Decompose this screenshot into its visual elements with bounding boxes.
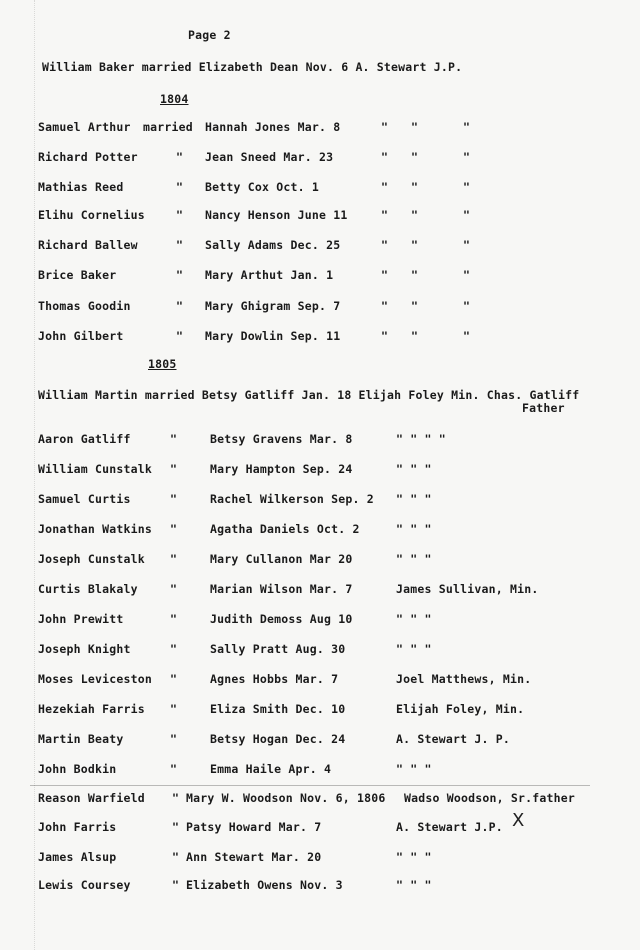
entry-spouse: Mary W. Woodson Nov. 6, 1806: [186, 791, 386, 805]
ditto-mark: ": [381, 208, 389, 222]
entry-name: Samuel Arthur: [38, 120, 131, 134]
entry-spouse: Sally Adams Dec. 25: [205, 238, 341, 252]
entry-spouse: Agatha Daniels Oct. 2: [210, 522, 360, 536]
entry-martin: William Martin married Betsy Gatliff Jan. 18 Elijah Foley Min. Chas. Gatliff: [38, 388, 580, 402]
entry-spouse: Mary Hampton Sep. 24: [210, 462, 353, 476]
ditto-mark: ": [411, 150, 419, 164]
entry-officiant: " " ": [396, 552, 432, 566]
entry-officiant: " " " ": [396, 432, 446, 446]
ditto-married: ": [170, 462, 178, 476]
ditto-mark: ": [463, 238, 471, 252]
entry-martin-note: Father: [522, 401, 565, 415]
ditto-mark: ": [463, 180, 471, 194]
ditto-mark: ": [463, 268, 471, 282]
ditto-mark: ": [463, 208, 471, 222]
entry-officiant: " " ": [396, 462, 432, 476]
entry-officiant: " " ": [396, 612, 432, 626]
entry-officiant: Elijah Foley, Min.: [396, 702, 525, 716]
entry-name: Martin Beaty: [38, 732, 124, 746]
ditto-married: ": [170, 672, 178, 686]
ditto-mark: ": [463, 329, 471, 343]
entry-officiant: Wadso Woodson, Sr.father: [404, 791, 575, 805]
entry-officiant: A. Stewart J. P.: [396, 732, 510, 746]
entry-name: Lewis Coursey: [38, 878, 131, 892]
entry-name: Jonathan Watkins: [38, 522, 152, 536]
ditto-mark: ": [411, 299, 419, 313]
ditto-married: ": [170, 522, 178, 536]
ditto-married: ": [170, 552, 178, 566]
entry-officiant: James Sullivan, Min.: [396, 582, 539, 596]
entry-spouse: Mary Ghigram Sep. 7: [205, 299, 341, 313]
ditto-married: ": [170, 612, 178, 626]
entry-connector: ": [176, 268, 184, 282]
fold-line: [30, 785, 590, 786]
entry-name: Richard Ballew: [38, 238, 138, 252]
ditto-married: ": [170, 702, 178, 716]
left-margin: [0, 0, 35, 950]
ditto-mark: ": [463, 150, 471, 164]
entry-spouse: Rachel Wilkerson Sep. 2: [210, 492, 374, 506]
entry-spouse: Elizabeth Owens Nov. 3: [186, 878, 343, 892]
entry-name: James Alsup: [38, 850, 117, 864]
entry-name: Joseph Knight: [38, 642, 131, 656]
ditto-mark: ": [411, 120, 419, 134]
entry-name: John Gilbert: [38, 329, 124, 343]
entry-name: Richard Potter: [38, 150, 138, 164]
entry-spouse: Ann Stewart Mar. 20: [186, 850, 322, 864]
entry-connector: ": [176, 180, 184, 194]
ditto-mark: ": [381, 180, 389, 194]
entry-officiant: Joel Matthews, Min.: [396, 672, 532, 686]
ditto-married: ": [172, 878, 180, 892]
entry-officiant: " " ": [396, 878, 432, 892]
ditto-mark: ": [381, 150, 389, 164]
ditto-mark: ": [381, 120, 389, 134]
ditto-mark: ": [411, 180, 419, 194]
entry-spouse: Hannah Jones Mar. 8: [205, 120, 341, 134]
entry-spouse: Mary Dowlin Sep. 11: [205, 329, 341, 343]
entry-connector: ": [176, 299, 184, 313]
entry-connector: ": [176, 238, 184, 252]
entry-spouse: Jean Sneed Mar. 23: [205, 150, 334, 164]
year-heading-1805: 1805: [148, 357, 177, 371]
entry-spouse: Judith Demoss Aug 10: [210, 612, 353, 626]
entry-spouse: Betsy Hogan Dec. 24: [210, 732, 346, 746]
check-mark: X: [512, 810, 525, 831]
ditto-mark: ": [411, 329, 419, 343]
ditto-married: ": [172, 820, 180, 834]
entry-name: John Farris: [38, 820, 117, 834]
ditto-married: ": [170, 642, 178, 656]
entry-officiant: A. Stewart J.P.: [396, 820, 503, 834]
ditto-mark: ": [411, 208, 419, 222]
ditto-married: ": [170, 492, 178, 506]
entry-connector: ": [176, 208, 184, 222]
ditto-mark: ": [381, 329, 389, 343]
entry-name: Aaron Gatliff: [38, 432, 131, 446]
entry-name: Thomas Goodin: [38, 299, 131, 313]
entry-name: Reason Warfield: [38, 791, 145, 805]
ditto-married: ": [172, 791, 180, 805]
entry-spouse: Patsy Howard Mar. 7: [186, 820, 322, 834]
entry-officiant: " " ": [396, 642, 432, 656]
entry-officiant: " " ": [396, 762, 432, 776]
entry-officiant: " " ": [396, 522, 432, 536]
year-heading-1804: 1804: [160, 92, 189, 106]
ditto-mark: ": [381, 268, 389, 282]
entry-spouse: Agnes Hobbs Mar. 7: [210, 672, 339, 686]
entry-name: Samuel Curtis: [38, 492, 131, 506]
entry-connector: ": [176, 329, 184, 343]
entry-spouse: Betsy Gravens Mar. 8: [210, 432, 353, 446]
entry-spouse: Mary Arthut Jan. 1: [205, 268, 334, 282]
ditto-married: ": [170, 432, 178, 446]
entry-name: Curtis Blakaly: [38, 582, 138, 596]
ditto-mark: ": [381, 238, 389, 252]
ditto-married: ": [170, 732, 178, 746]
entry-spouse: Marian Wilson Mar. 7: [210, 582, 353, 596]
entry-name: William Cunstalk: [38, 462, 152, 476]
ditto-mark: ": [463, 299, 471, 313]
entry-spouse: Nancy Henson June 11: [205, 208, 348, 222]
entry-spouse: Eliza Smith Dec. 10: [210, 702, 346, 716]
ditto-mark: ": [463, 120, 471, 134]
ditto-married: ": [170, 582, 178, 596]
entry-spouse: Mary Cullanon Mar 20: [210, 552, 353, 566]
entry-connector: ": [176, 150, 184, 164]
entry-name: John Bodkin: [38, 762, 117, 776]
entry-spouse: Betty Cox Oct. 1: [205, 180, 319, 194]
ditto-mark: ": [411, 238, 419, 252]
entry-name: Mathias Reed: [38, 180, 124, 194]
entry-name: Brice Baker: [38, 268, 117, 282]
entry-spouse: Sally Pratt Aug. 30: [210, 642, 346, 656]
entry-spouse: Emma Haile Apr. 4: [210, 762, 332, 776]
entry-name: John Prewitt: [38, 612, 124, 626]
entry-name: Elihu Cornelius: [38, 208, 145, 222]
ditto-mark: ": [381, 299, 389, 313]
entry-officiant: " " ": [396, 492, 432, 506]
page-label: Page 2: [188, 28, 231, 42]
ditto-mark: ": [411, 268, 419, 282]
ditto-married: ": [172, 850, 180, 864]
entry-officiant: " " ": [396, 850, 432, 864]
entry-baker: William Baker married Elizabeth Dean Nov. 6 A. Stewart J.P.: [42, 60, 463, 74]
entry-connector: married: [143, 120, 193, 134]
entry-name: Moses Leviceston: [38, 672, 152, 686]
ditto-married: ": [170, 762, 178, 776]
entry-name: Hezekiah Farris: [38, 702, 145, 716]
entry-name: Joseph Cunstalk: [38, 552, 145, 566]
